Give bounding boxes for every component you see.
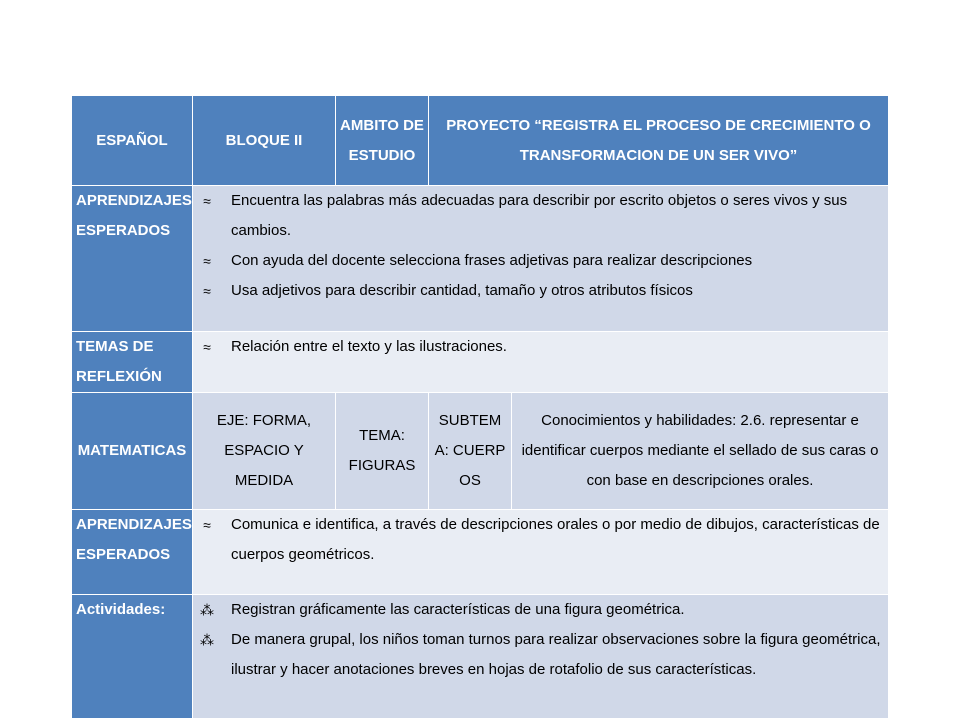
math-learning-label: APRENDIZAJES ESPERADOS <box>72 510 193 595</box>
list-item: ≈ Comunica e identifica, a través de descripciones orales o por medio de dibujos, características de cuerpos geométricos. <box>197 510 884 570</box>
math-learning-row <box>72 510 889 595</box>
list-item: ⁂ De manera grupal, los niños toman turnos para realizar observaciones sobre la figura geométrica, ilustrar y hacer anotaciones breves en hojas de rotafolio de sus características. <box>197 625 884 685</box>
star-bullet-icon: ⁂ <box>200 602 214 618</box>
lesson-plan-table <box>71 95 889 719</box>
math-learning-content <box>193 510 889 595</box>
approx-bullet-icon: ≈ <box>203 283 211 299</box>
list-item: ≈ Relación entre el texto y las ilustraciones. <box>197 332 884 362</box>
star-bullet-icon: ⁂ <box>200 632 214 648</box>
approx-bullet-icon: ≈ <box>203 193 211 209</box>
math-knowledge: Conocimientos y habilidades: 2.6. representar e identificar cuerpos mediante el sellado de sus caras o con base en descripciones orales. <box>512 393 889 510</box>
activities-row <box>72 595 889 719</box>
espanol-learning-content <box>193 186 889 332</box>
list-item: ≈ Con ayuda del docente selecciona frases adjetivas para realizar descripciones <box>197 246 884 276</box>
list-item: ≈ Encuentra las palabras más adecuadas para describir por escrito objetos o seres vivos y sus cambios. <box>197 186 884 246</box>
list-item: ≈ Usa adjetivos para describir cantidad, tamaño y otros atributos físicos <box>197 276 884 306</box>
math-subtopic: SUBTEMA: CUERPOS <box>429 393 512 510</box>
approx-bullet-icon: ≈ <box>203 517 211 533</box>
topics-row <box>72 332 889 393</box>
math-row <box>72 393 889 510</box>
espanol-learning-label: APRENDIZAJES ESPERADOS <box>72 186 193 332</box>
scope-label: AMBITO DE ESTUDIO <box>336 96 429 186</box>
espanol-learning-row <box>72 186 889 332</box>
approx-bullet-icon: ≈ <box>203 339 211 355</box>
header-row <box>72 96 889 186</box>
topics-content <box>193 332 889 393</box>
block-label: BLOQUE II <box>193 96 336 186</box>
activities-label: Actividades: <box>72 595 193 719</box>
approx-bullet-icon: ≈ <box>203 253 211 269</box>
project-title: PROYECTO “REGISTRA EL PROCESO DE CRECIMIENTO O TRANSFORMACION DE UN SER VIVO” <box>429 96 889 186</box>
math-axis: EJE: FORMA, ESPACIO Y MEDIDA <box>193 393 336 510</box>
subject-math: MATEMATICAS <box>72 393 193 510</box>
topics-label: TEMAS DE REFLEXIÓN <box>72 332 193 393</box>
activities-content <box>193 595 889 719</box>
list-item: ⁂ Registran gráficamente las características de una figura geométrica. <box>197 595 884 625</box>
subject-espanol: ESPAÑOL <box>72 96 193 186</box>
math-topic: TEMA: FIGURAS <box>336 393 429 510</box>
